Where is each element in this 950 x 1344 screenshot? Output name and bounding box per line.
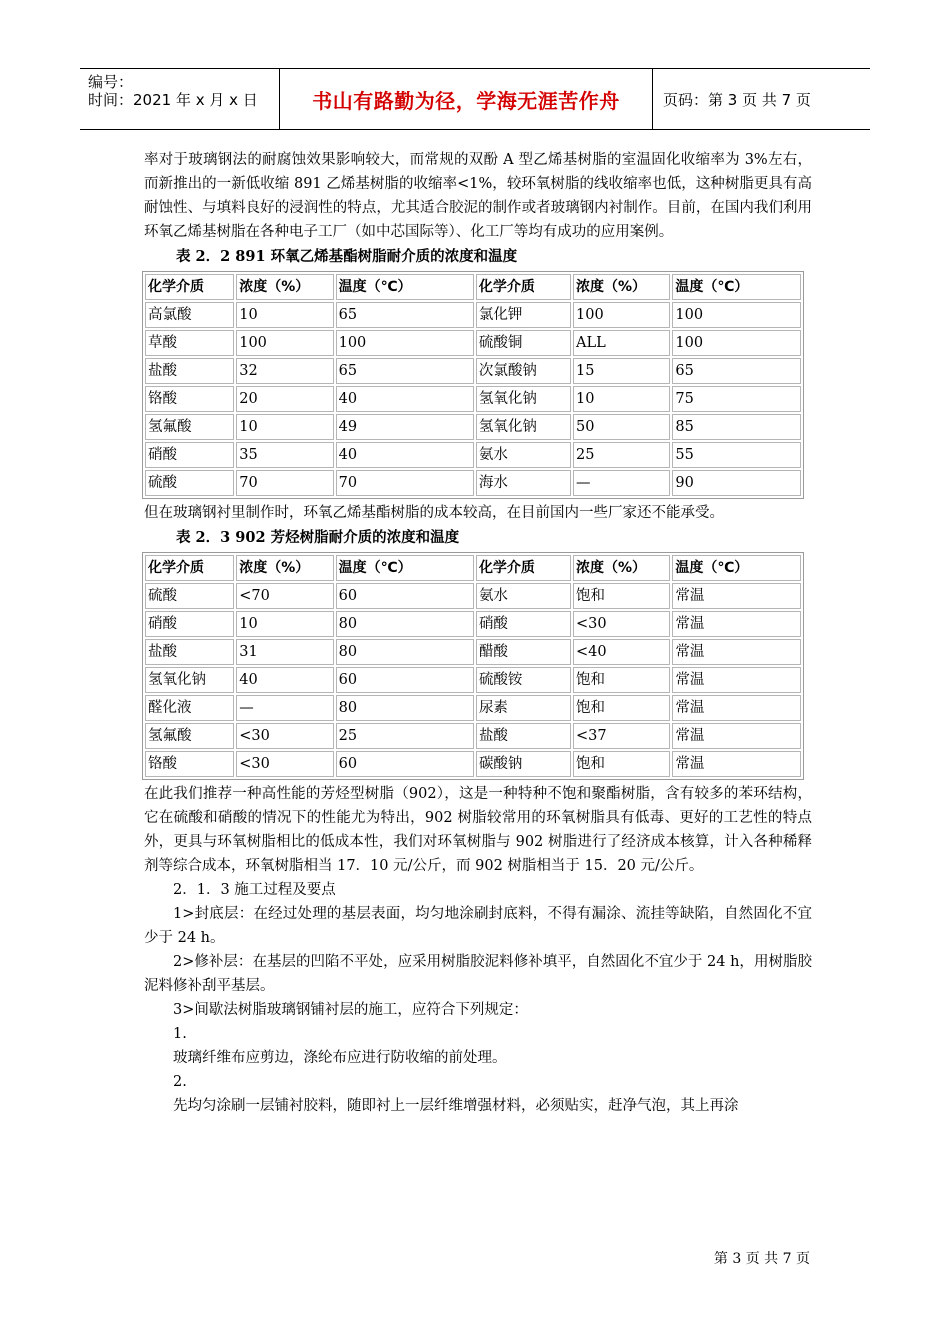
table-cell: 常温 xyxy=(672,611,801,637)
table-cell: 硫酸 xyxy=(145,583,234,609)
table-cell: 常温 xyxy=(672,751,801,777)
table-cell: 氨水 xyxy=(476,442,571,468)
table-cell: 80 xyxy=(336,695,474,721)
table-row xyxy=(145,667,801,693)
table-cell: 常温 xyxy=(672,723,801,749)
table-row xyxy=(145,414,801,440)
table-cell: 65 xyxy=(336,302,474,328)
table-cell: 60 xyxy=(336,751,474,777)
table-cell: <40 xyxy=(573,639,670,665)
table-cell: 85 xyxy=(672,414,801,440)
header-cell: 浓度（%） xyxy=(236,555,333,581)
table-row xyxy=(145,330,801,356)
table-cell: 硫酸铵 xyxy=(476,667,571,693)
table-row xyxy=(145,442,801,468)
table-cell: <30 xyxy=(573,611,670,637)
resin-902-paragraph: 在此我们推荐一种高性能的芳烃型树脂（902），这是一种特种不饱和聚酯树脂，含有较多的苯环结构，它在硫酸和硝酸的情况下的性能尤为特出，902 树脂较常用的环氧树脂具有低毒、更好的工艺性的特点外，更具与环氧树脂相比的低成本性，我们对环氧树脂与 902 树脂进行了经济成本核算，计入各种稀释剂等综合成本，环氧树脂相当 17．10 元/公斤，而 902 树脂相当于 15．20 元/公斤。 xyxy=(144,786,812,874)
table-row xyxy=(145,302,801,328)
table-cell: 100 xyxy=(573,302,670,328)
table-cell: 尿素 xyxy=(476,695,571,721)
table-cell: 40 xyxy=(336,442,474,468)
table-row xyxy=(145,583,801,609)
table-cell: 50 xyxy=(573,414,670,440)
header-cell: 温度（℃） xyxy=(336,274,474,300)
table-cell: 高氯酸 xyxy=(145,302,234,328)
table-cell: 盐酸 xyxy=(145,358,234,384)
table1-caption: 表 2．2 891 环氧乙烯基酯树脂耐介质的浓度和温度 xyxy=(176,248,518,265)
table2-resin-902 xyxy=(142,552,804,780)
document-body xyxy=(144,148,812,1118)
table-cell: 10 xyxy=(236,302,333,328)
table-cell: 盐酸 xyxy=(145,639,234,665)
table-cell: 10 xyxy=(573,386,670,412)
table-row xyxy=(145,751,801,777)
table-cell: 65 xyxy=(672,358,801,384)
table-cell: 35 xyxy=(236,442,333,468)
table-row xyxy=(145,611,801,637)
table-cell: 15 xyxy=(573,358,670,384)
table-cell: 90 xyxy=(672,470,801,496)
table-cell: 醛化液 xyxy=(145,695,234,721)
table-row xyxy=(145,358,801,384)
table-cell: 氢氟酸 xyxy=(145,723,234,749)
list-number: 1. xyxy=(173,1026,187,1042)
table-cell: 铬酸 xyxy=(145,386,234,412)
list-item: 玻璃纤维布应剪边，涤纶布应进行防收缩的前处理。 xyxy=(173,1050,507,1066)
table-cell: 硫酸 xyxy=(145,470,234,496)
table-header-row xyxy=(145,274,801,300)
table-cell: <37 xyxy=(573,723,670,749)
header-cell: 温度（℃） xyxy=(672,274,801,300)
table-cell: 70 xyxy=(336,470,474,496)
table-cell: 100 xyxy=(336,330,474,356)
table-row xyxy=(145,695,801,721)
list-item: 先均匀涂刷一层铺衬胶料，随即衬上一层纤维增强材料，必须贴实，赶净气泡，其上再涂 xyxy=(173,1098,739,1114)
table-cell: 硫酸铜 xyxy=(476,330,571,356)
table-cell: 氢氧化钠 xyxy=(476,386,571,412)
table-row xyxy=(145,470,801,496)
table-cell: 100 xyxy=(236,330,333,356)
table-cell: 40 xyxy=(236,667,333,693)
table-cell: 氯化钾 xyxy=(476,302,571,328)
header-meta xyxy=(80,69,280,129)
table-cell: 草酸 xyxy=(145,330,234,356)
table-cell: 75 xyxy=(672,386,801,412)
table-cell: 32 xyxy=(236,358,333,384)
table-cell: 20 xyxy=(236,386,333,412)
table-cell: 碳酸钠 xyxy=(476,751,571,777)
header-cell: 浓度（%） xyxy=(573,555,670,581)
table-cell: 饱和 xyxy=(573,695,670,721)
table-cell: — xyxy=(236,695,333,721)
table-cell: 硝酸 xyxy=(145,611,234,637)
header-motto: 书山有路勤为径，学海无涯苦作舟 xyxy=(280,69,653,129)
table-cell: 80 xyxy=(336,639,474,665)
table-cell: 常温 xyxy=(672,639,801,665)
table-cell: 铬酸 xyxy=(145,751,234,777)
header-cell: 温度（℃） xyxy=(336,555,474,581)
header-page-number: 页码：第 3 页 共 7 页 xyxy=(663,90,811,109)
table-cell: <70 xyxy=(236,583,333,609)
table-cell: <30 xyxy=(236,751,333,777)
table-row xyxy=(145,723,801,749)
table-cell: 55 xyxy=(672,442,801,468)
table-cell: 常温 xyxy=(672,695,801,721)
page-header xyxy=(80,68,870,130)
table-cell: 100 xyxy=(672,330,801,356)
table-header-row xyxy=(145,555,801,581)
table-cell: 25 xyxy=(573,442,670,468)
table-cell: 常温 xyxy=(672,583,801,609)
table-cell: 海水 xyxy=(476,470,571,496)
table-cell: 硝酸 xyxy=(145,442,234,468)
table-cell: 10 xyxy=(236,414,333,440)
table-cell: 49 xyxy=(336,414,474,440)
document-date-label: 时间：2021 年 x 月 x 日 xyxy=(88,91,258,109)
table-cell: 氢氟酸 xyxy=(145,414,234,440)
table-cell: 醋酸 xyxy=(476,639,571,665)
table-cell: 31 xyxy=(236,639,333,665)
middle-paragraph: 但在玻璃钢衬里制作时，环氧乙烯基酯树脂的成本较高，在目前国内一些厂家还不能承受。 xyxy=(144,505,724,521)
table-cell: 60 xyxy=(336,583,474,609)
table1-resin-891 xyxy=(142,271,804,499)
list-number: 2. xyxy=(173,1074,187,1090)
page-footer: 第 3 页 共 7 页 xyxy=(713,1251,810,1267)
table-cell: 40 xyxy=(336,386,474,412)
table-cell: 70 xyxy=(236,470,333,496)
table-cell: 硝酸 xyxy=(476,611,571,637)
header-cell: 化学介质 xyxy=(145,274,234,300)
document-number-label: 编号： xyxy=(88,73,134,91)
table-cell: 100 xyxy=(672,302,801,328)
section-heading: 2．1．3 施工过程及要点 xyxy=(173,882,336,898)
header-cell: 浓度（%） xyxy=(236,274,333,300)
table-cell: 10 xyxy=(236,611,333,637)
table-cell: 65 xyxy=(336,358,474,384)
table-row xyxy=(145,386,801,412)
table-cell: 氢氧化钠 xyxy=(145,667,234,693)
header-cell: 化学介质 xyxy=(476,274,571,300)
table-cell: 25 xyxy=(336,723,474,749)
step-seal-layer: 1>封底层：在经过处理的基层表面，均匀地涂刷封底料，不得有漏涂、流挂等缺陷，自然固化不宜少于 24 h。 xyxy=(144,906,812,946)
table-cell: 80 xyxy=(336,611,474,637)
table-cell: 常温 xyxy=(672,667,801,693)
table-cell: 氢氧化钠 xyxy=(476,414,571,440)
table-cell: <30 xyxy=(236,723,333,749)
table-cell: 盐酸 xyxy=(476,723,571,749)
table2-caption: 表 2．3 902 芳烃树脂耐介质的浓度和温度 xyxy=(176,529,460,546)
table-cell: 氨水 xyxy=(476,583,571,609)
table-cell: ALL xyxy=(573,330,670,356)
header-cell: 化学介质 xyxy=(145,555,234,581)
table-cell: 饱和 xyxy=(573,667,670,693)
intro-paragraph: 率对于玻璃钢法的耐腐蚀效果影响较大，而常规的双酚 A 型乙烯基树脂的室温固化收缩率为 3%左右，而新推出的一新低收缩 891 乙烯基树脂的收缩率<1%，较环氧树脂的线收缩率也低，这种树脂更具有高耐蚀性、与填料良好的浸润性的特点，尤其适合胶泥的制作或者玻璃钢内衬制作。目前，在国内我们利用环氧乙烯基树脂在各种电子工厂（如中芯国际等）、化工厂等均有成功的应用案例。 xyxy=(144,152,812,240)
header-cell: 温度（℃） xyxy=(672,555,801,581)
step-lining-layer: 3>间歇法树脂玻璃钢铺衬层的施工，应符合下列规定： xyxy=(173,1002,528,1018)
table-cell: 60 xyxy=(336,667,474,693)
table-cell: 次氯酸钠 xyxy=(476,358,571,384)
table-cell: 饱和 xyxy=(573,583,670,609)
table-row xyxy=(145,639,801,665)
header-cell: 浓度（%） xyxy=(573,274,670,300)
header-cell: 化学介质 xyxy=(476,555,571,581)
table-cell: — xyxy=(573,470,670,496)
table-cell: 饱和 xyxy=(573,751,670,777)
step-repair-layer: 2>修补层：在基层的凹陷不平处，应采用树脂胶泥料修补填平，自然固化不宜少于 24 h，用树脂胶泥料修补刮平基层。 xyxy=(144,954,812,994)
